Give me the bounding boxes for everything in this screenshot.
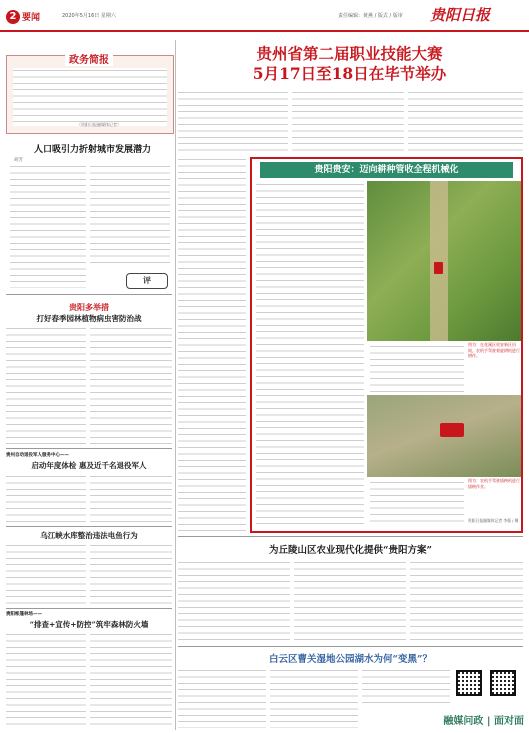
page-number: 2 [6,10,20,24]
story2-text-col2 [90,326,172,444]
article3-text-col2 [294,560,406,642]
divider [6,448,172,449]
feature-text-col2a [370,344,464,392]
story5-text-col2 [90,632,172,728]
column-divider [175,40,176,730]
commentary-title: 人口吸引力折射城市发展潜力 [34,145,152,155]
qr-code-icon [490,670,516,696]
story2-title-line2: 打好春季园林植物病虫害防治战 [36,314,142,323]
commentary-text-col1 [10,164,86,288]
article4-text-col1 [178,668,266,728]
divider [178,646,523,647]
feature-title: 贵阳贵安：迈向耕种管收全程机械化 [260,162,513,178]
commentary-badge: 评 [126,273,168,289]
main-article-text-col1 [178,90,288,152]
photo-credit: 贵阳日报融媒体记者 李强 / 摄 [468,518,519,523]
story3-kicker: 贵州自动退役军人服务中心—— [6,453,69,458]
feature-text-col1 [256,182,364,527]
news-brief-source: （贵阳日报融媒体记者） [77,122,121,127]
story2-title: 贵阳多举措 [69,302,109,312]
tractor-shape [434,262,443,274]
article4-title: 白云区曹关湿地公园湖水为何“变黑”？ [269,654,432,665]
story4-text-col1 [6,543,86,605]
commentary-author: 胡芳 [14,158,23,163]
news-brief-text [13,68,167,126]
story5-kicker: 贵阳帐篷林场—— [6,612,42,617]
story5-title: “排查+宣传+防控”筑牢森林防火墙 [29,620,149,629]
story4-title: 乌江峡水库整治违法电鱼行为 [40,531,138,540]
article3-text-col3 [410,560,523,642]
divider [6,294,172,295]
article4-text-col2 [270,668,358,728]
news-brief-title: 政务简报 [65,51,113,66]
header-divider [0,30,529,32]
side-article-text [178,157,246,533]
main-headline-line1: 贵州省第二届职业技能大赛 [256,44,443,63]
story4-text-col2 [90,543,172,605]
footer-logo: 融媒问政 | 面对面 [443,716,524,727]
main-article-text-col2 [292,90,404,152]
photo-caption-1: 图为：在花溪区贵安新区田间，农机手驾驶着旋耕机进行耕作。 [468,342,520,358]
main-article-text-col3 [408,90,523,152]
article3-text-col1 [178,560,290,642]
field-path [430,181,448,341]
editors-line: 责任编辑：黄燕 / 版式 / 版审 [338,13,403,19]
feature-text-col2b [370,480,464,526]
divider [178,536,523,537]
story5-text-col1 [6,632,86,728]
divider [6,526,172,527]
story3-text-col2 [90,474,172,522]
photo-caption-2: 图为：农机手驾驶插秧机进行插秧作业。 [468,478,520,489]
newspaper-logo: 贵阳日报 [430,6,491,24]
commentary-text-col2 [90,164,170,268]
divider [6,608,172,609]
article4-text-col3 [362,668,450,708]
story3-title: 启动年度体检 惠及近千名退役军人 [31,461,147,470]
story2-text-col1 [6,326,86,444]
planting-machine-shape [440,423,464,437]
article3-title: 为丘陵山区农业现代化提供“贵阳方案” [269,545,432,556]
qr-code-icon [456,670,482,696]
section-label: 要闻 [22,13,41,23]
main-headline-line2: 5月17日至18日在毕节举办 [252,64,447,83]
news-brief-box [6,55,174,134]
story3-text-col1 [6,474,86,522]
dateline: 2020年5月16日 星期六 [62,13,116,19]
